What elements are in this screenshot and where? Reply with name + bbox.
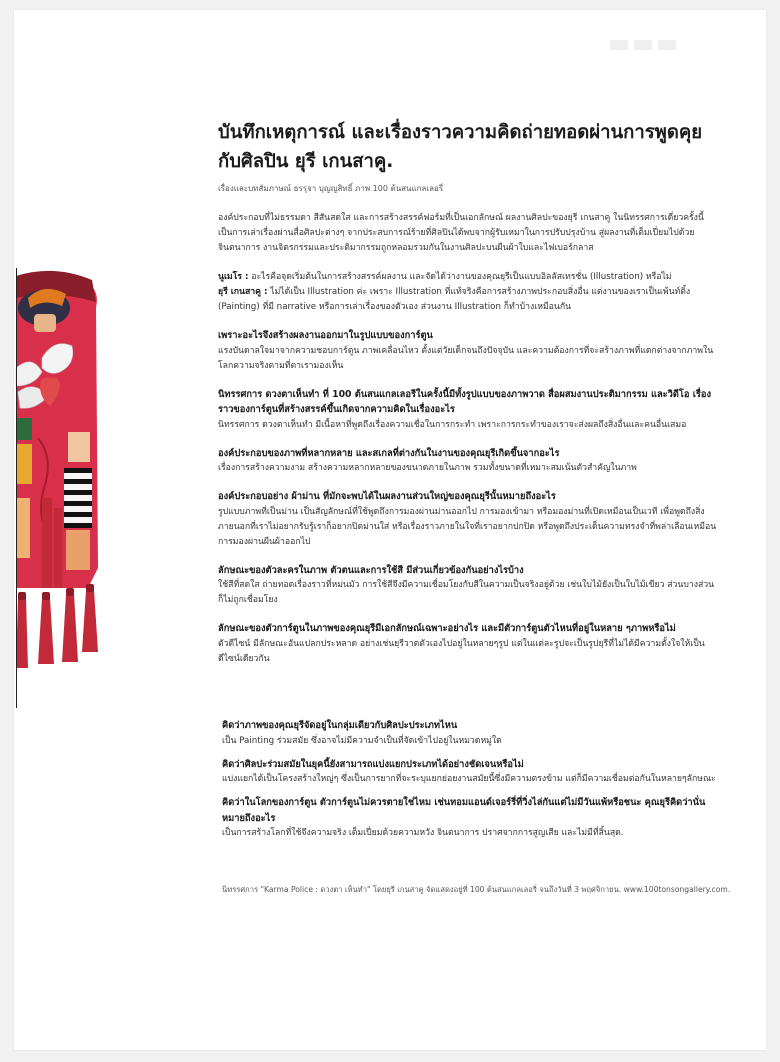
bleed-through-text <box>610 38 700 62</box>
qa-item <box>218 563 718 609</box>
question-line <box>218 270 718 285</box>
answer-text: ตัวดีไซน์ มีลักษณะอันแปลกประหลาด อย่างเช่นยุรีวาดตัวเองไปอยู่ในหลายๆรูป แต่ในแต่ละรูปจะเป็นรูปยุรีที่ไม่ได้มีความตั้งใจให้เป็นดีไซน์เดียวกัน <box>218 638 705 664</box>
qa-item <box>218 446 718 477</box>
qa-item <box>222 795 722 841</box>
answer-text: แบ่งแยกได้เป็นโครงสร้างใหญ่ๆ ซึ่งเป็นการยากที่จะระบุแยกย่อยงานสมัยนี้ซึ่งมีความตรงข้าม แต่ก็มีความเชื่อมต่อกันในหลายๆลักษณะ <box>222 774 716 784</box>
qa-item <box>222 718 722 749</box>
article-body <box>218 118 718 667</box>
answer-text: ไม่ได้เป็น Illustration ค่ะ เพราะ Illustration ที่แท้จริงคือการสร้างภาพประกอบสิ่งอื่น แต่งานของเราเป็นเพ้นท์ติ้ง (Painting) ที่มี narrative หรือการเล่าเรื่องของตัวเอง ส่วนงาน Illustration ก็ทำบ้างเหมือนกัน <box>218 287 691 312</box>
artwork-edge-line <box>16 268 17 708</box>
article-second-section <box>222 718 722 841</box>
answer-text: แรงบันดาลใจมาจากความชอบการ์ตูน ภาพเคลื่อนไหว ตั้งแต่วัยเด็กจนถึงปัจจุบัน และความต้องการที่จะสร้างภาพที่แตกต่างจากภาพในโลกความจริงตามที่ตาเรามองเห็น <box>218 345 714 371</box>
qa-item <box>222 757 722 788</box>
question-text: ลักษณะของตัวการ์ตูนในภาพของคุณยุรีมีเอกลักษณ์เฉพาะอย่างไร และมีตัวการ์ตูนตัวไหนที่อยู่ในหลาย ๆภาพหรือไม่ <box>218 623 676 634</box>
article-intro: องค์ประกอบที่ไม่ธรรมดา สีสันสดใส และการสร้างสรรค์ฟอร์มที่เป็นเอกลักษณ์ ผลงานศิลปะของยุรี เกนสาคู ในนิทรรศการเดี่ยวครั้งนี้เป็นการเล่าเรื่องผ่านสื่อศิลปะต่างๆ จากประสบการณ์ร้ายที่ศิลปินได้พบจากผู้รับเหมาในการปรับปรุงบ้าน สู่ผลงานที่เต็มเปี่ยมไปด้วยจินตนาการ งานจิตรกรรมและประติมากรรมถูกหลอมรวมกันในงานศิลปะบนผืนผ้าใบและไฟเบอร์กลาส <box>218 213 704 253</box>
article-credit: เรื่องและบทสัมภาษณ์ ธรรุจา บุญญสิทธิ์ ภาพ 100 ต้นสนแกลเลอรี่ <box>218 184 444 193</box>
question-text: คิดว่าภาพของคุณยุรีจัดอยู่ในกลุ่มเดียวกับศิลปะประเภทไหน <box>222 720 458 731</box>
article-title: บันทึกเหตุการณ์ และเรื่องราวความคิดถ่ายทอดผ่านการพูดคุยกับศิลปิน ยุรี เกนสาคู. <box>218 122 703 172</box>
qa-item <box>218 328 718 374</box>
question-text: อะไรคือจุดเริ่มต้นในการสร้างสรรค์ผลงาน และจัดได้ว่างานของคุณยุรีเป็นแบบอิลลัสเทรชั่น (Illustration) หรือไม่ <box>248 272 672 282</box>
question-text: นิทรรศการ ดวงตาเห็นทำ ที่ 100 ต้นสนแกลเลอรีในครั้งนี้มีทั้งรูปแบบของภาพวาด สื่อผสมงานประติมากรรม และวิดีโอ เรื่องราวของการ์ตูนที่สร้างสรรค์ขึ้นเกิดจากความคิดในเรื่องอะไร <box>218 388 712 415</box>
interviewer-label: นูเมโร : <box>218 272 249 282</box>
question-text: คิดว่าศิลปะร่วมสมัยในยุคนี้ยังสามารถแบ่งแยกประเภทได้อย่างชัดเจนหรือไม่ <box>222 758 524 770</box>
artist-label: ยุรี เกนสาคู : <box>218 287 268 297</box>
question-text: เพราะอะไรจึงสร้างผลงานออกมาในรูปแบบของการ์ตูน <box>218 330 433 341</box>
question-text: ลักษณะของตัวละครในภาพ ตัวตนและการใช้สี มีส่วนเกี่ยวข้องกันอย่างไรบ้าง <box>218 564 524 576</box>
exhibition-footnote: นิทรรศการ "Karma Police : ดวงตา เห็นทำ" โดยยุรี เกนสาคู จัดแสดงอยู่ที่ 100 ต้นสนแกลเลอรี่ จนถึงวันที่ 3 พฤศจิกายน. www.100tonsongallery.com. <box>222 885 731 894</box>
question-text: องค์ประกอบอย่าง ผ้าม่าน ที่มักจะพบได้ในผลงานส่วนใหญ่ของคุณยุรีนั้นหมายถึงอะไร <box>218 491 556 502</box>
qa-item <box>218 387 718 433</box>
qa-item <box>218 489 718 550</box>
answer-text: เป็น Painting ร่วมสมัย ซึ่งอาจไม่มีความจำเป็นที่จัดเข้าไปอยู่ในหมวดหมู่ใด <box>222 735 502 746</box>
answer-text: เป็นการสร้างโลกที่ใช้จึงความจริง เต็มเปี่ยมด้วยความหวัง จินตนาการ ปราศจากการสูญเสีย และไม่มีที่สิ้นสุด. <box>222 828 624 838</box>
qa-item <box>218 621 718 667</box>
qa-item <box>218 270 718 315</box>
answer-text: ใช้สีที่สดใส ถ่ายทอดเรื่องราวที่หม่นมัว การใช้สีจึงมีความเชื่อมโยงกับสีในความเป็นจริงอยู่ด้วย เช่นใบไม้ยังเป็นใบไม้เขียว ส่วนบางส่วนก็ไม่ถูกเชื่อมโยง <box>218 580 715 605</box>
artwork-image <box>14 268 114 708</box>
answer-text: รูปแบบภาพที่เป็นม่าน เป็นสัญลักษณ์ที่ใช้พูดถึงการมองผ่านม่านออกไป การมองเข้ามา หรือมองม่านที่เปิดเหมือนเป็นเวที เพื่อพูดถึงสิ่งภายนอกที่เราไม่อยากรับรู้เราก็อยากปิดม่านใส่ หรือเรื่องราวภายในใจที่เราอยากปกปิด หรือพูดถึงประเด็นความทรงจำที่พล่าเลือนเหมือนการมองผ่านผืนผ้าออกไป <box>218 506 717 547</box>
question-text: คิดว่าในโลกของการ์ตูน ตัวการ์ตูนไม่ควรตายใช่ไหม เช่นทอมแอนด์เจอร์รี่ที่วิ่งไล่กันแต่ไม่มีวันแพ้หรือชนะ คุณยุรีคิดว่านั่นหมายถึงอะไร <box>222 797 706 824</box>
question-text: องค์ประกอบของภาพที่หลากหลาย และสเกลที่ต่างกันในงานของคุณยุรีเกิดขึ้นจากอะไร <box>218 447 560 459</box>
answer-text: เรื่องการสร้างความงาม สร้างความหลากหลายของขนาดภายในภาพ รวมทั้งขนาดที่เหมาะสมเน้นตัวสำคัญในภาพ <box>218 463 637 473</box>
answer-text: นิทรรศการ ดวงตาเห็นทำ มีเนื้อหาที่พูดถึงเรื่องความเชื่อในการกระทำ เพราะการกระทำของเราจะส่งผลถึงสิ่งอื่นและคนอื่นเสมอ <box>218 419 687 430</box>
answer-line <box>218 285 718 315</box>
